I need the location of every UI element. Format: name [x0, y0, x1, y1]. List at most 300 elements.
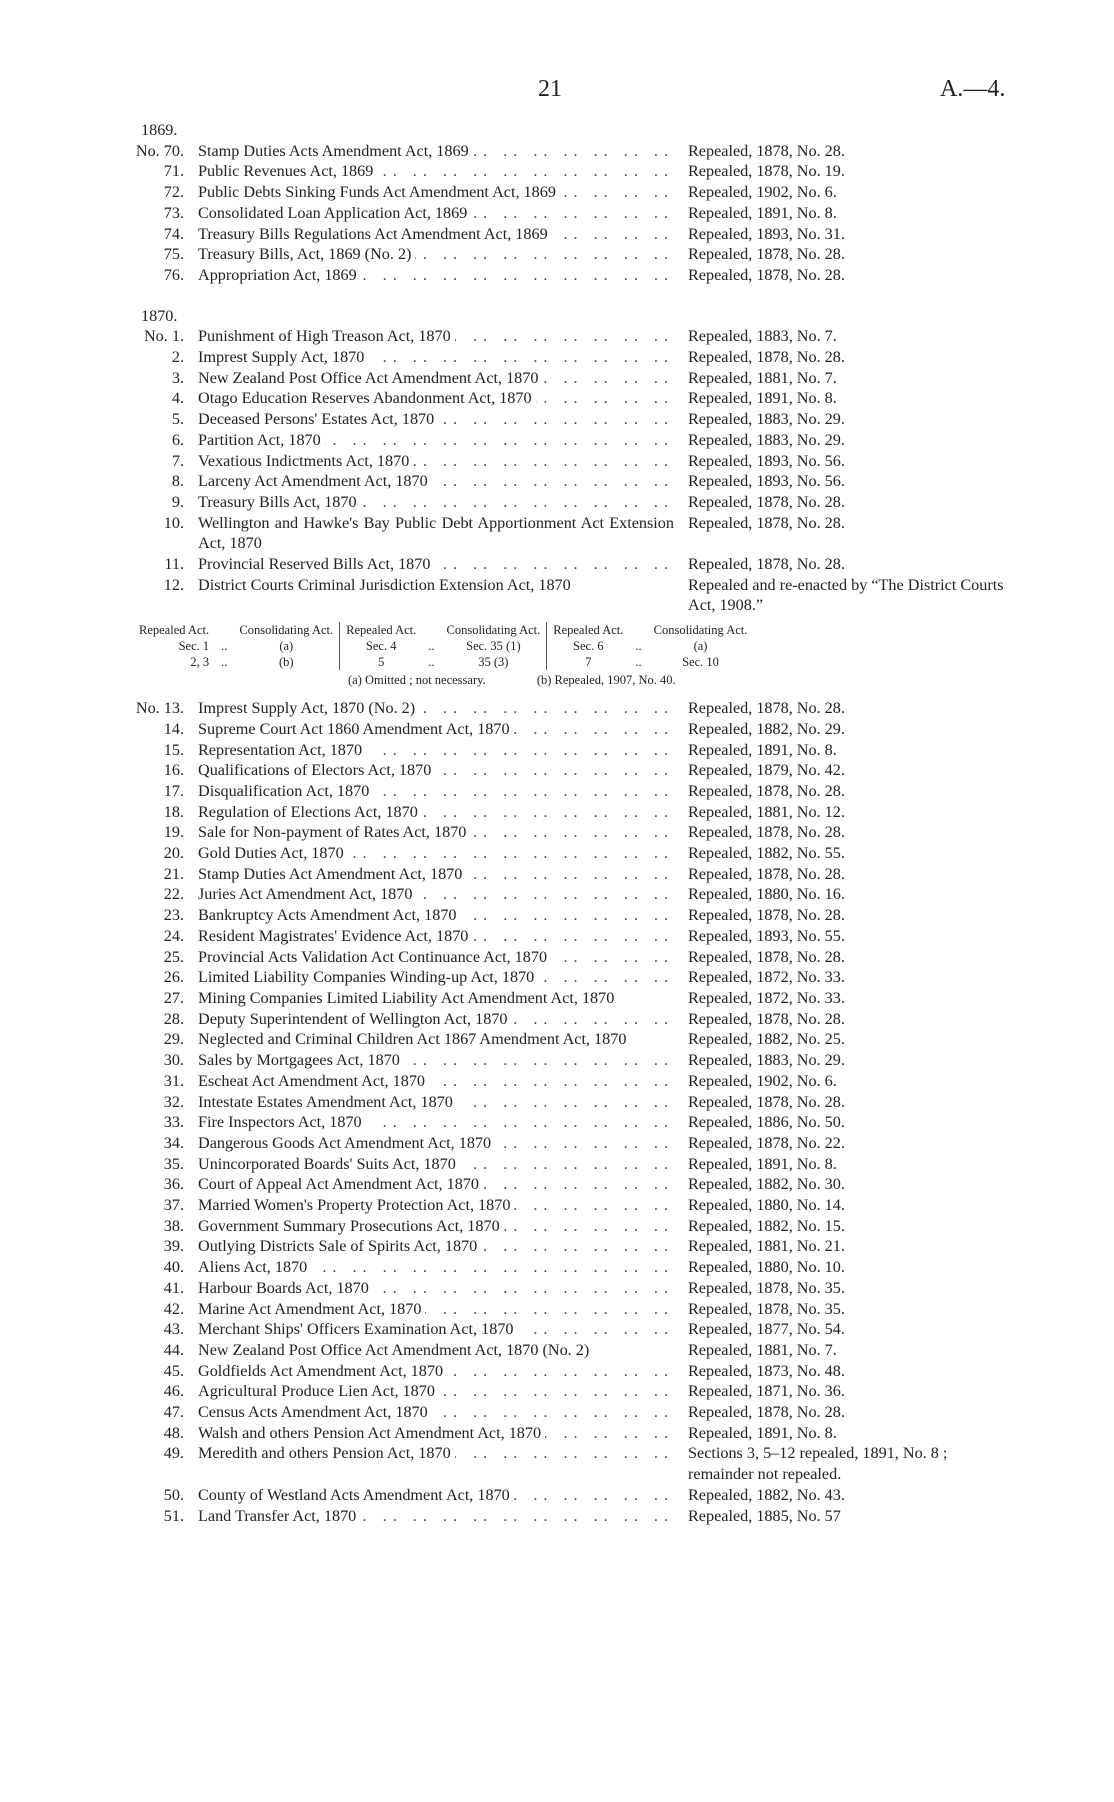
act-title-cell: [198, 265, 678, 286]
act-row: [133, 1236, 1013, 1257]
act-number: 46.: [163, 1382, 184, 1401]
act-number: 44.: [163, 1340, 184, 1359]
act-title: Merchant Ships' Officers Examination Act, 1870: [198, 1320, 518, 1338]
act-number: 74.: [163, 224, 184, 243]
act-status: Repealed, 1902, No. 6.: [688, 183, 837, 202]
act-status: Repealed, 1891, No. 8.: [688, 740, 837, 759]
act-number: 25.: [163, 947, 184, 966]
act-number: No. 1.: [143, 327, 184, 346]
act-title: Married Women's Property Protection Act, 1870: [198, 1196, 514, 1214]
act-title: Walsh and others Pension Act Amendment Act, 1870: [198, 1424, 545, 1442]
act-status: Repealed, 1886, No. 50.: [688, 1113, 845, 1132]
act-row: [133, 1216, 1013, 1237]
act-title-cell: [198, 781, 678, 802]
act-row: [133, 1112, 1013, 1133]
act-title: Disqualification Act, 1870: [198, 782, 373, 800]
act-status: Repealed, 1902, No. 6.: [688, 1071, 837, 1090]
act-status: Repealed, 1883, No. 7.: [688, 327, 837, 346]
act-title-cell: [198, 1485, 678, 1506]
act-title-cell: [198, 1133, 678, 1154]
act-status: Repealed, 1878, No. 19.: [688, 162, 845, 181]
act-status: Repealed, 1893, No. 56.: [688, 472, 845, 491]
act-title: Provincial Acts Validation Act Continuance Act, 1870: [198, 948, 551, 966]
act-row: [133, 1423, 1013, 1444]
act-row: [133, 864, 1013, 885]
cell: Sec. 10: [682, 655, 719, 670]
act-row: [133, 141, 1013, 162]
act-status: Repealed, 1872, No. 33.: [688, 968, 845, 987]
act-number: 5.: [171, 410, 184, 429]
act-row: [133, 513, 1013, 554]
act-row: [133, 1485, 1013, 1506]
act-title: Consolidated Loan Application Act, 1869: [198, 204, 471, 222]
cell: Sec. 4: [340, 638, 423, 654]
col-head: Repealed Act.: [547, 622, 630, 638]
act-title: Representation Act, 1870: [198, 741, 366, 759]
act-number: 18.: [163, 802, 184, 821]
act-number: 49.: [163, 1444, 184, 1463]
act-row: [133, 1029, 1013, 1050]
act-number: 6.: [171, 430, 184, 449]
act-title-cell: [198, 1319, 678, 1340]
act-status: Repealed, 1881, No. 12.: [688, 802, 845, 821]
act-number: 76.: [163, 265, 184, 284]
act-number: 75.: [163, 245, 184, 264]
act-title-cell: [198, 1174, 678, 1195]
act-title: Provincial Reserved Bills Act, 1870: [198, 555, 434, 573]
act-number: 42.: [163, 1299, 184, 1318]
act-number: 27.: [163, 988, 184, 1007]
act-title-cell: [198, 1443, 678, 1464]
act-number: 20.: [163, 844, 184, 863]
act-row: [133, 781, 1013, 802]
act-title-cell: [198, 1278, 678, 1299]
act-row: [133, 409, 1013, 430]
act-number: 73.: [163, 203, 184, 222]
act-row: [133, 698, 1013, 719]
act-title-cell: [198, 1257, 678, 1278]
acts-1870-part1: [133, 326, 1013, 616]
act-status: Repealed, 1878, No. 28.: [688, 265, 845, 284]
act-title: Stamp Duties Acts Amendment Act, 1869: [198, 142, 473, 160]
act-status: Repealed, 1893, No. 31.: [688, 224, 845, 243]
act-title: Census Acts Amendment Act, 1870: [198, 1403, 432, 1421]
cell: (b): [278, 655, 294, 670]
act-title-cell: [198, 409, 678, 430]
act-status: Repealed, 1878, No. 22.: [688, 1133, 845, 1152]
act-title: Government Summary Prosecutions Act, 1870: [198, 1217, 504, 1235]
act-number: 17.: [163, 781, 184, 800]
act-row: [133, 471, 1013, 492]
act-status: Repealed, 1891, No. 8.: [688, 1423, 837, 1442]
act-status: Repealed, 1879, No. 42.: [688, 761, 845, 780]
act-number: 26.: [163, 968, 184, 987]
act-number: 72.: [163, 183, 184, 202]
act-row: [133, 265, 1013, 286]
act-title-cell: [198, 1402, 678, 1423]
note-a: (a) Omitted ; not necessary.: [348, 673, 486, 688]
cell: (a): [279, 639, 294, 654]
act-title-cell: [198, 884, 678, 905]
act-title-cell: [198, 554, 678, 575]
act-status: Repealed, 1882, No. 30.: [688, 1175, 845, 1194]
act-title: Public Debts Sinking Funds Act Amendment Act, 1869: [198, 183, 560, 201]
act-status: Repealed, 1878, No. 28.: [688, 864, 845, 883]
act-title: Regulation of Elections Act, 1870: [198, 803, 422, 821]
act-title-cell: [198, 864, 678, 885]
act-title-cell: [198, 1340, 678, 1361]
cell: Sec. 35 (1): [466, 639, 521, 654]
cell: ..: [635, 639, 642, 654]
act-title: Aliens Act, 1870: [198, 1258, 311, 1276]
act-title-cell: [198, 1381, 678, 1402]
act-row: [133, 802, 1013, 823]
act-status: Repealed, 1878, No. 28.: [688, 555, 845, 574]
act-title-cell: [198, 1071, 678, 1092]
col-head: Consolidating Act.: [653, 623, 748, 638]
act-row: [133, 451, 1013, 472]
footnotes: [133, 672, 1013, 688]
col-head: Consolidating Act.: [239, 623, 334, 638]
act-title-cell: [198, 161, 678, 182]
act-number: 37.: [163, 1196, 184, 1215]
act-title: Imprest Supply Act, 1870 (No. 2): [198, 699, 419, 717]
act-number: 33.: [163, 1113, 184, 1132]
act-number: 31.: [163, 1071, 184, 1090]
act-row: [133, 244, 1013, 265]
act-row: [133, 822, 1013, 843]
act-title: Goldfields Act Amendment Act, 1870: [198, 1362, 447, 1380]
act-row: [133, 1154, 1013, 1175]
act-status: Repealed, 1871, No. 36.: [688, 1382, 845, 1401]
act-status: Repealed, 1883, No. 29.: [688, 410, 845, 429]
act-title-cell: [198, 244, 678, 265]
act-title: Fire Inspectors Act, 1870: [198, 1113, 366, 1131]
act-status: Repealed, 1878, No. 28.: [688, 947, 845, 966]
cell: Sec. 6: [547, 638, 630, 654]
cell: 7: [547, 654, 630, 670]
act-title: Vexatious Indictments Act, 1870: [198, 452, 413, 470]
act-title-cell: [198, 1154, 678, 1175]
act-number: 12.: [163, 575, 184, 594]
act-number: 47.: [163, 1403, 184, 1422]
act-title: Escheat Act Amendment Act, 1870: [198, 1072, 429, 1090]
act-status: Repealed and re-enacted by “The District Courts Act, 1908.”: [688, 575, 1004, 615]
act-status: Repealed, 1878, No. 28.: [688, 1403, 845, 1422]
act-row: [133, 368, 1013, 389]
act-title-cell: [198, 1299, 678, 1320]
acts-1870-part2: [133, 698, 1013, 1526]
cell: (a): [693, 639, 708, 654]
act-row: [133, 1443, 1013, 1484]
act-title: Otago Education Reserves Abandonment Act, 1870: [198, 389, 536, 407]
col-head: Repealed Act.: [139, 623, 210, 638]
act-row: [133, 203, 1013, 224]
act-number: 30.: [163, 1051, 184, 1070]
act-row: [133, 843, 1013, 864]
act-title-cell: [198, 1236, 678, 1257]
act-title: Gold Duties Act, 1870: [198, 844, 348, 862]
act-title-cell: [198, 1029, 678, 1050]
act-status: Repealed, 1878, No. 28.: [688, 245, 845, 264]
act-row: [133, 1381, 1013, 1402]
act-title: Harbour Boards Act, 1870: [198, 1279, 373, 1297]
act-row: [133, 1050, 1013, 1071]
act-title: District Courts Criminal Jurisdiction Extension Act, 1870: [198, 575, 678, 596]
act-title-cell: [198, 967, 678, 988]
act-number: 40.: [163, 1258, 184, 1277]
act-status: Repealed, 1878, No. 28.: [688, 348, 845, 366]
act-title: Appropriation Act, 1869: [198, 266, 361, 284]
act-status: Repealed, 1882, No. 15.: [688, 1216, 845, 1235]
act-row: [133, 554, 1013, 575]
act-number: 24.: [163, 926, 184, 945]
col-head: Consolidating Act.: [446, 623, 541, 638]
act-number: 15.: [163, 740, 184, 759]
act-title-cell: [198, 947, 678, 968]
act-title: New Zealand Post Office Act Amendment Act, 1870 (No. 2): [198, 1340, 678, 1361]
act-number: 16.: [163, 761, 184, 780]
act-number: No. 13.: [135, 699, 184, 718]
act-title: Mining Companies Limited Liability Act Amendment Act, 1870: [198, 988, 678, 1009]
act-number: 51.: [163, 1506, 184, 1525]
act-row: [133, 326, 1013, 347]
act-row: [133, 224, 1013, 245]
act-row: [133, 1340, 1013, 1361]
act-row: [133, 1319, 1013, 1340]
act-number: 45.: [163, 1361, 184, 1380]
act-row: [133, 161, 1013, 182]
act-status: Repealed, 1880, No. 10.: [688, 1258, 845, 1277]
act-status: Repealed, 1878, No. 28.: [688, 699, 845, 718]
act-status: Sections 3, 5–12 repealed, 1891, No. 8 ; remainder not repealed.: [688, 1444, 948, 1484]
act-title: Supreme Court Act 1860 Amendment Act, 1870: [198, 720, 514, 738]
act-title-cell: [198, 926, 678, 947]
act-status: Repealed, 1881, No. 7.: [688, 1340, 837, 1359]
act-title-cell: [198, 1092, 678, 1113]
act-title-cell: [198, 203, 678, 224]
act-title-cell: [198, 1195, 678, 1216]
act-title: Treasury Bills, Act, 1869 (No. 2): [198, 245, 415, 263]
act-status: Repealed, 1882, No. 25.: [688, 1030, 845, 1049]
act-title: Sales by Mortgagees Act, 1870: [198, 1051, 404, 1069]
year-heading-1869: 1869.: [141, 121, 178, 139]
act-row: [133, 905, 1013, 926]
act-title: Outlying Districts Sale of Spirits Act, 1870: [198, 1237, 481, 1255]
acts-1869: [133, 141, 1013, 286]
act-title: Land Transfer Act, 1870: [198, 1507, 360, 1525]
act-status: Repealed, 1891, No. 8.: [688, 1154, 837, 1173]
year-heading-1870: 1870.: [141, 306, 178, 325]
act-status: Repealed, 1878, No. 28.: [688, 1009, 845, 1028]
act-title: Agricultural Produce Lien Act, 1870: [198, 1382, 439, 1400]
act-title-cell: [198, 141, 678, 162]
act-title: Treasury Bills Regulations Act Amendment Act, 1869: [198, 225, 552, 243]
act-title: Deputy Superintendent of Wellington Act, 1870: [198, 1010, 512, 1028]
cell: 35 (3): [478, 655, 509, 670]
act-title-cell: [198, 760, 678, 781]
act-row: [133, 926, 1013, 947]
act-status: Repealed, 1893, No. 55.: [688, 926, 845, 945]
act-title: Juries Act Amendment Act, 1870: [198, 885, 416, 903]
act-title-cell: [198, 905, 678, 926]
act-title-cell: [198, 1216, 678, 1237]
act-number: 11.: [164, 555, 184, 574]
act-number: 10.: [163, 513, 184, 532]
act-row: [133, 947, 1013, 968]
cell: 5: [340, 654, 423, 670]
act-row: [133, 1174, 1013, 1195]
act-row: [133, 740, 1013, 761]
act-status: Repealed, 1882, No. 29.: [688, 719, 845, 738]
act-title-cell: [198, 575, 678, 596]
act-row: [133, 1009, 1013, 1030]
cell: 2, 3: [190, 655, 210, 670]
act-title-cell: [198, 719, 678, 740]
act-title-cell: [198, 182, 678, 203]
act-status: Repealed, 1878, No. 28.: [688, 513, 845, 532]
act-number: 32.: [163, 1092, 184, 1111]
act-number: 71.: [163, 162, 184, 181]
act-title: Partition Act, 1870: [198, 431, 325, 449]
act-title: Deceased Persons' Estates Act, 1870: [198, 410, 438, 428]
act-title-cell: [198, 347, 678, 368]
cell: ..: [635, 655, 642, 670]
act-number: 28.: [163, 1009, 184, 1028]
act-row: [133, 575, 1013, 616]
act-row: [133, 1071, 1013, 1092]
act-title-cell: [198, 224, 678, 245]
act-title-cell: [198, 513, 678, 554]
act-status: Repealed, 1883, No. 29.: [688, 1051, 845, 1070]
act-row: [133, 1299, 1013, 1320]
act-title: Treasury Bills Act, 1870: [198, 493, 361, 511]
act-title: Public Revenues Act, 1869: [198, 162, 377, 180]
act-status: Repealed, 1891, No. 8.: [688, 389, 837, 408]
act-number: 43.: [163, 1320, 184, 1339]
act-row: [133, 1195, 1013, 1216]
act-status: Repealed, 1880, No. 16.: [688, 885, 845, 904]
act-status: Repealed, 1878, No. 28.: [688, 906, 845, 925]
act-status: Repealed, 1891, No. 8.: [688, 203, 837, 222]
cell: ..: [428, 655, 435, 670]
act-number: 4.: [171, 389, 184, 408]
act-number: 34.: [163, 1133, 184, 1152]
act-title-cell: [198, 1361, 678, 1382]
act-title-cell: [198, 1050, 678, 1071]
act-title-cell: [198, 843, 678, 864]
act-title-cell: [198, 492, 678, 513]
act-row: [133, 1402, 1013, 1423]
page-number: 21: [538, 76, 562, 102]
act-title: Meredith and others Pension Act, 1870: [198, 1444, 455, 1462]
acts-list: [133, 120, 1013, 1526]
act-title: Larceny Act Amendment Act, 1870: [198, 472, 432, 490]
act-title-cell: [198, 471, 678, 492]
act-row: [133, 760, 1013, 781]
act-status: Repealed, 1877, No. 54.: [688, 1320, 845, 1339]
act-number: No. 70.: [135, 141, 184, 160]
act-title: County of Westland Acts Amendment Act, 1870: [198, 1486, 514, 1504]
act-title-cell: [198, 740, 678, 761]
act-title-cell: [198, 698, 678, 719]
act-status: Repealed, 1878, No. 28.: [688, 1092, 845, 1111]
act-row: [133, 1506, 1013, 1527]
cell: ..: [221, 655, 228, 670]
act-number: 9.: [171, 492, 184, 511]
act-status: Repealed, 1882, No. 43.: [688, 1485, 845, 1504]
col-head: Repealed Act.: [340, 622, 423, 638]
act-number: 23.: [163, 906, 184, 925]
act-status: Repealed, 1878, No. 35.: [688, 1278, 845, 1297]
act-status: Repealed, 1878, No. 35.: [688, 1299, 845, 1318]
act-number: 38.: [163, 1216, 184, 1235]
act-title: Punishment of High Treason Act, 1870: [198, 327, 455, 345]
act-row: [133, 1361, 1013, 1382]
act-row: [133, 1278, 1013, 1299]
act-title-cell: [198, 1112, 678, 1133]
note-b: (b) Repealed, 1907, No. 40.: [536, 673, 676, 688]
act-title: Unincorporated Boards' Suits Act, 1870: [198, 1155, 460, 1173]
act-title: Dangerous Goods Act Amendment Act, 1870: [198, 1134, 495, 1152]
act-number: 50.: [163, 1485, 184, 1504]
act-title: Intestate Estates Amendment Act, 1870: [198, 1093, 457, 1111]
act-row: [133, 430, 1013, 451]
act-number: 3.: [171, 368, 184, 387]
act-status: Repealed, 1883, No. 29.: [688, 430, 845, 449]
act-status: Repealed, 1878, No. 28.: [688, 823, 845, 842]
act-row: [133, 388, 1013, 409]
act-title-cell: [198, 326, 678, 347]
act-status: Repealed, 1893, No. 56.: [688, 451, 845, 470]
act-title: Sale for Non-payment of Rates Act, 1870: [198, 823, 470, 841]
act-status: Repealed, 1878, No. 28.: [688, 141, 845, 160]
act-number: 29.: [163, 1030, 184, 1049]
act-row: [133, 1092, 1013, 1113]
act-number: 7.: [171, 451, 184, 470]
act-title: Neglected and Criminal Children Act 1867 Amendment Act, 1870: [198, 1029, 678, 1050]
act-row: [133, 347, 1013, 368]
act-row: [133, 884, 1013, 905]
act-title: Resident Magistrates' Evidence Act, 1870: [198, 927, 472, 945]
act-row: [133, 719, 1013, 740]
act-title: Bankruptcy Acts Amendment Act, 1870: [198, 906, 461, 924]
act-title-cell: [198, 1009, 678, 1030]
act-number: 14.: [163, 719, 184, 738]
act-number: 36.: [163, 1175, 184, 1194]
act-title: Limited Liability Companies Winding-up Act, 1870: [198, 968, 538, 986]
act-title: Imprest Supply Act, 1870: [198, 348, 368, 366]
act-status: Repealed, 1882, No. 55.: [688, 844, 845, 863]
act-title-cell: [198, 430, 678, 451]
consolidation-table: [133, 622, 1013, 688]
cell: Sec. 1: [178, 639, 210, 654]
act-row: [133, 492, 1013, 513]
act-number: 48.: [163, 1423, 184, 1442]
act-title: Court of Appeal Act Amendment Act, 1870: [198, 1175, 483, 1193]
act-title-cell: [198, 451, 678, 472]
act-status: Repealed, 1881, No. 7.: [688, 368, 837, 387]
act-title: New Zealand Post Office Act Amendment Act, 1870: [198, 369, 542, 387]
act-number: 2.: [171, 348, 184, 366]
act-row: [133, 1257, 1013, 1278]
act-row: [133, 182, 1013, 203]
act-title-cell: [198, 1423, 678, 1444]
act-status: Repealed, 1885, No. 57: [688, 1506, 841, 1525]
act-row: [133, 988, 1013, 1009]
document-reference: A.—4.: [940, 76, 1006, 102]
act-status: Repealed, 1878, No. 28.: [688, 781, 845, 800]
